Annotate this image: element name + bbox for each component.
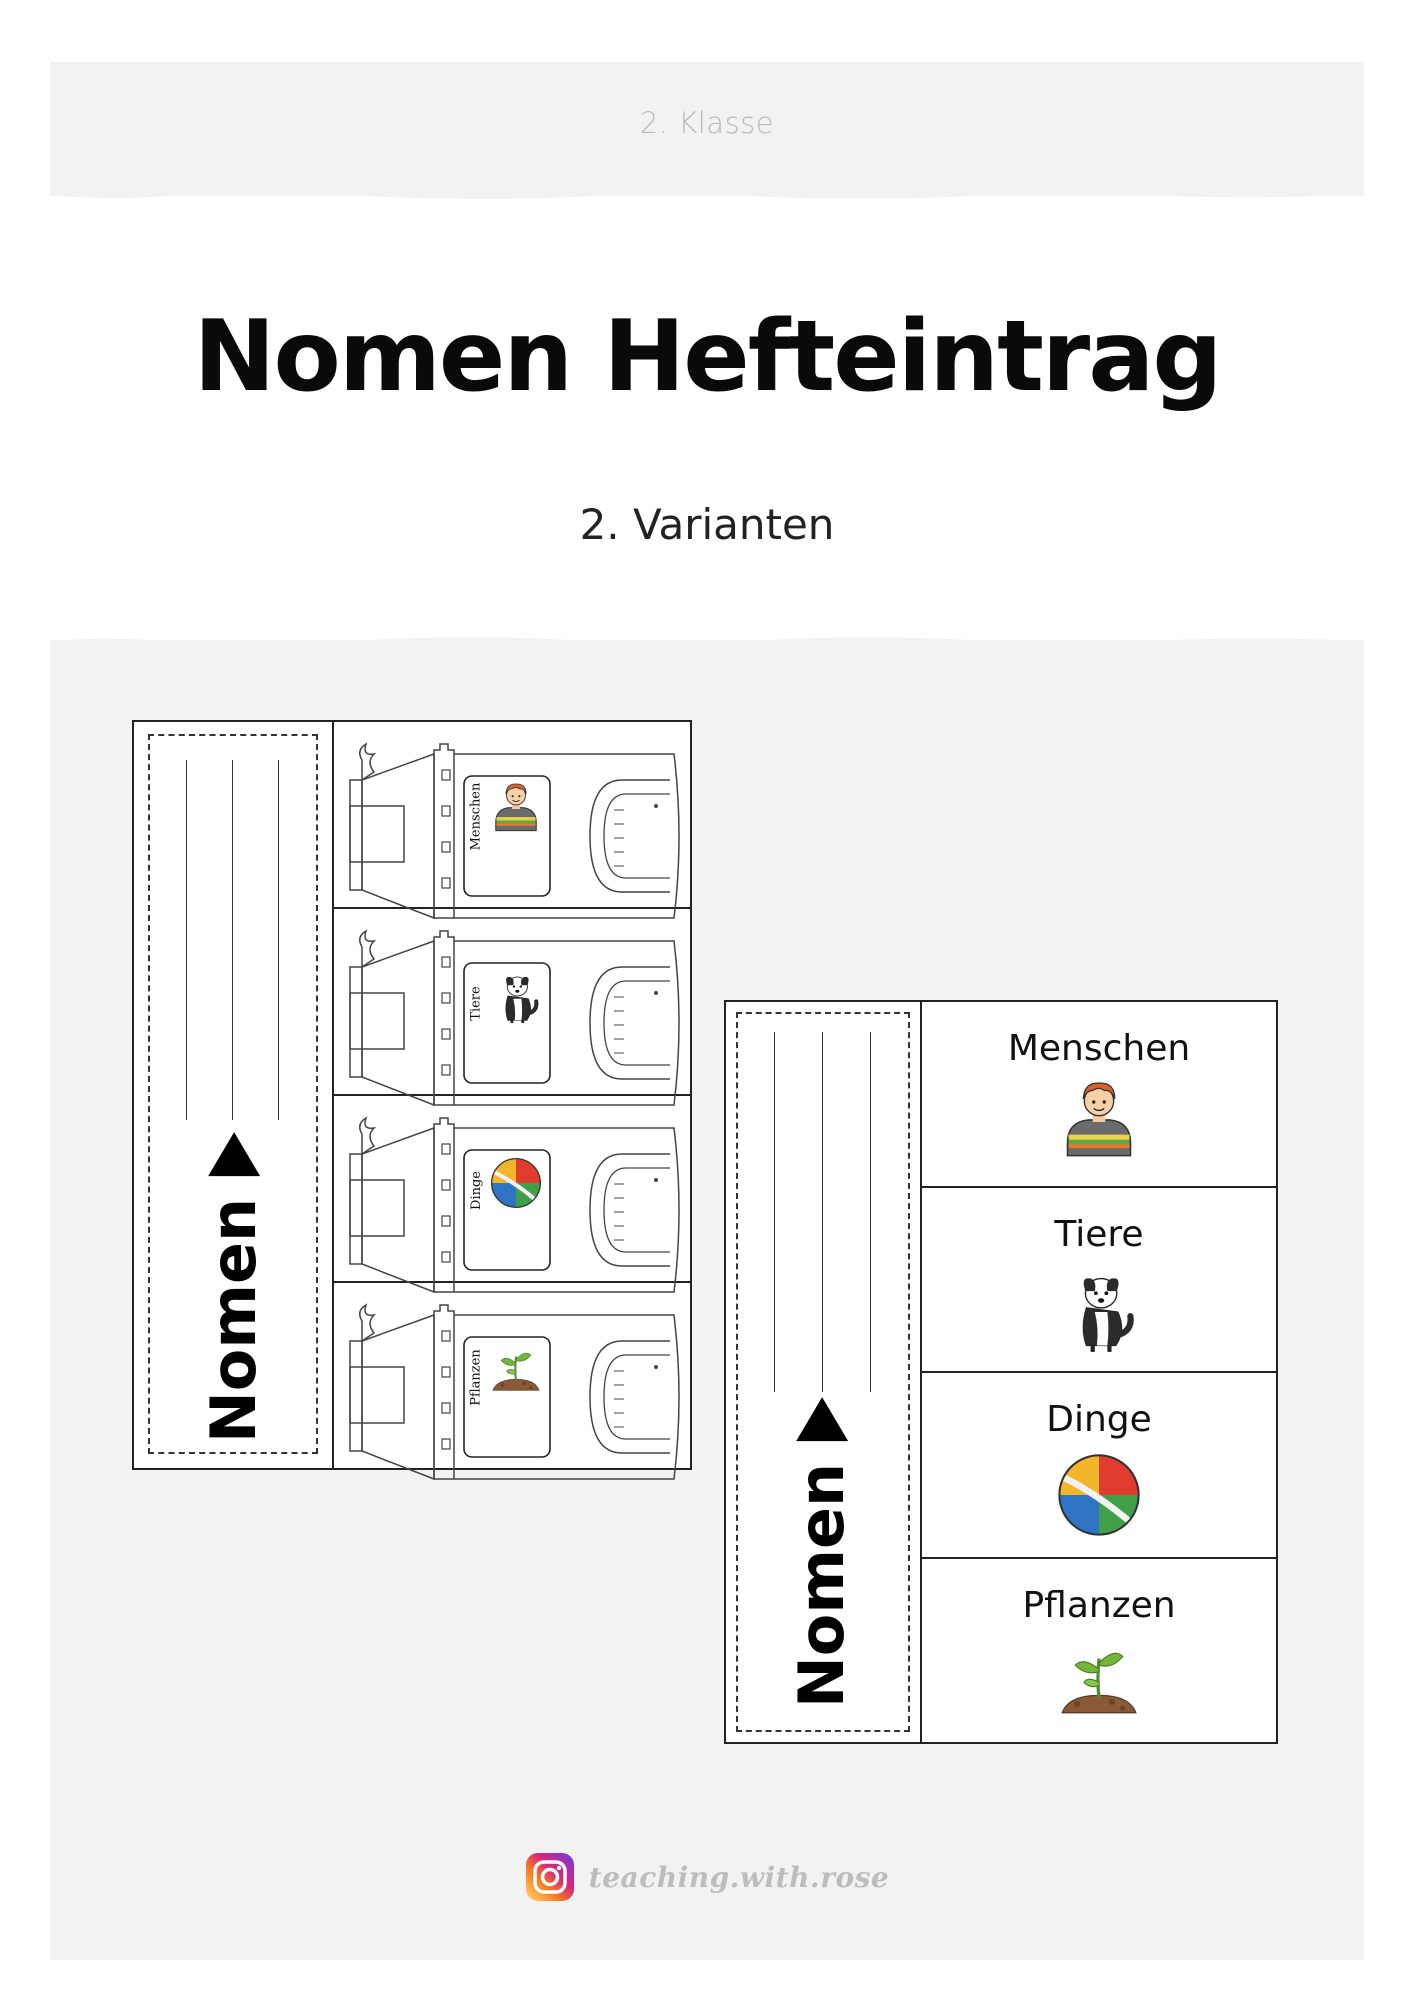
- category-label: Menschen: [1007, 1028, 1191, 1069]
- category-row-tiere: [922, 1188, 1276, 1374]
- row-label: Pflanzen: [468, 1348, 484, 1406]
- instagram-handle[interactable]: teaching.with.rose: [588, 1860, 890, 1894]
- castle-row-pflanzen: [334, 1283, 690, 1468]
- row-label: Menschen: [468, 782, 484, 850]
- nomen-label-wrap: [742, 1382, 902, 1722]
- castle-row-dinge: [334, 1096, 690, 1283]
- sprout-icon: [1055, 1637, 1143, 1717]
- category-label: Pflanzen: [1022, 1584, 1176, 1626]
- dog-icon: [489, 969, 543, 1023]
- writing-line: [278, 760, 279, 1120]
- category-row-menschen: [922, 1002, 1276, 1188]
- castle-row-tiere: [334, 909, 690, 1096]
- dog-icon: [1057, 1266, 1141, 1356]
- sprout-icon: [489, 1343, 543, 1397]
- torn-edge-top: [50, 632, 1364, 648]
- writing-line: [186, 760, 187, 1120]
- category-row-dinge: [922, 1373, 1276, 1559]
- triangle-icon: [796, 1396, 848, 1440]
- writing-line: [774, 1032, 775, 1392]
- writing-line: [232, 760, 233, 1120]
- category-rows: [922, 1002, 1276, 1742]
- triangle-icon: [208, 1131, 260, 1175]
- category-row-pflanzen: [922, 1559, 1276, 1743]
- row-label: Tiere: [468, 985, 484, 1021]
- nomen-label-wrap: [154, 1122, 314, 1452]
- boy-icon: [489, 782, 543, 836]
- fold-strip: [726, 1002, 922, 1742]
- ball-icon: [1055, 1451, 1143, 1539]
- page-title: Nomen Hefteintrag: [193, 300, 1221, 414]
- ball-icon: [489, 1156, 543, 1210]
- row-label: Dinge: [468, 1170, 484, 1210]
- writing-line: [822, 1032, 823, 1392]
- torn-edge-bottom: [50, 188, 1364, 204]
- variant-b-card: [724, 1000, 1278, 1744]
- grade-label: 2. Klasse: [639, 106, 775, 140]
- castle-row-menschen: [334, 722, 690, 909]
- fold-strip: [134, 722, 334, 1468]
- writing-line: [870, 1032, 871, 1392]
- castle-rows: [334, 722, 690, 1468]
- instagram-icon[interactable]: [525, 1852, 575, 1902]
- nomen-label: Nomen: [197, 1197, 271, 1443]
- footer-credit: [0, 1852, 1414, 1902]
- category-label: Dinge: [1046, 1399, 1152, 1440]
- page-subtitle: 2. Varianten: [579, 500, 835, 549]
- variant-a-card: [132, 720, 692, 1470]
- boy-icon: [1057, 1080, 1141, 1164]
- category-label: Tiere: [1054, 1213, 1144, 1255]
- nomen-label: Nomen: [785, 1462, 859, 1708]
